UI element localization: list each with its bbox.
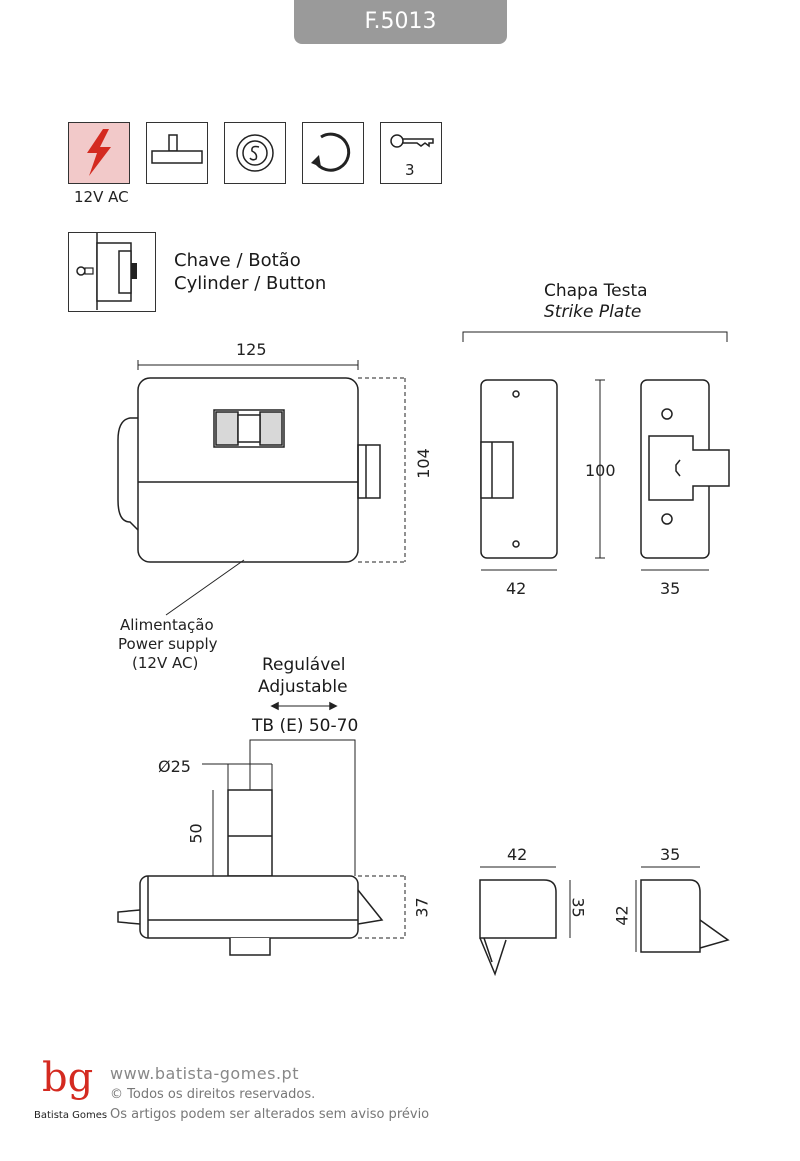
dim-strike-width-1: 42 bbox=[506, 579, 527, 598]
adjust-label-en: Adjustable bbox=[258, 677, 348, 697]
dim-strike-width-2: 35 bbox=[660, 579, 681, 598]
dim-strike-height: 100 bbox=[585, 461, 616, 480]
key-count: 3 bbox=[405, 161, 415, 179]
brand-logo: bg bbox=[42, 1055, 94, 1101]
brand-name: Batista Gomes bbox=[34, 1110, 108, 1121]
product-code: F.5013 bbox=[294, 0, 507, 44]
change-notice: Os artigos podem ser alterados sem aviso prévio bbox=[110, 1107, 430, 1122]
adjust-range: TB (E) 50-70 bbox=[252, 716, 359, 736]
strike-subtitle: Strike Plate bbox=[544, 302, 642, 322]
dim-side2-width: 35 bbox=[660, 845, 681, 864]
website-url: www.batista-gomes.pt bbox=[110, 1064, 299, 1083]
dim-diameter: Ø25 bbox=[158, 757, 191, 776]
power-label-pt: Alimentação bbox=[120, 616, 214, 634]
power-label-en: Power supply bbox=[118, 635, 218, 653]
dim-cylinder-length: 50 bbox=[186, 823, 206, 844]
rights-text: Todos os direitos reservados. bbox=[127, 1087, 316, 1102]
electric-caption: 12V AC bbox=[74, 188, 129, 206]
dim-side-width: 42 bbox=[507, 845, 528, 864]
strike-title: Chapa Testa bbox=[544, 281, 648, 301]
adjust-label-pt: Regulável bbox=[262, 655, 346, 675]
dim-depth: 37 bbox=[412, 897, 432, 918]
copyright-line bbox=[110, 1087, 315, 1102]
power-voltage: (12V AC) bbox=[132, 654, 199, 672]
operation-label-pt: Chave / Botão bbox=[174, 250, 301, 271]
dim-side-height: 35 bbox=[568, 897, 588, 918]
copyright-symbol: © bbox=[110, 1087, 123, 1102]
dim-width: 125 bbox=[236, 340, 267, 359]
dim-side2-height: 42 bbox=[612, 905, 632, 926]
operation-label-en: Cylinder / Button bbox=[174, 273, 327, 294]
dim-height: 104 bbox=[413, 448, 433, 479]
